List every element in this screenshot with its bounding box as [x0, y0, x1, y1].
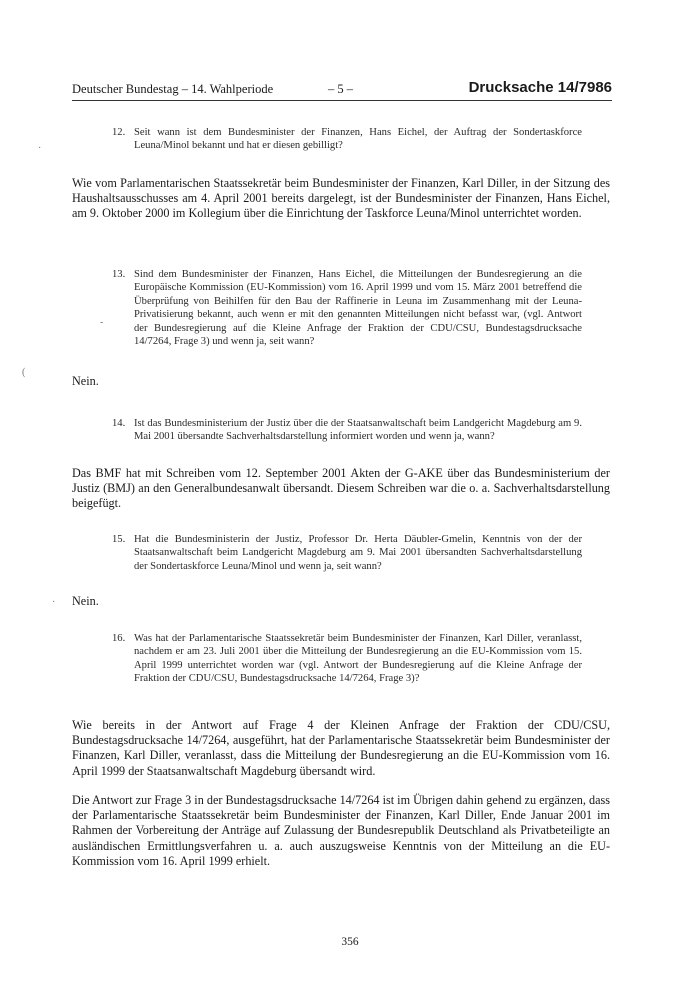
question-text: Sind dem Bundesminister der Finanzen, Hans Eichel, die Mitteilungen der Bundesregierung an die Europäische Kommission (EU-Kommission) vom 16. April 1999 und vom 15. März 2001 betreffend die Überprüfung von Beihilfen für den Bau der Raffinerie in Leuna im Zusammenhang mit der Leuna-Privatisierung bekannt, auch wenn er mit den genannten Mitteilungen nicht befasst war, (vgl. Antwort der Bundesregierung auf die Kleine Anfrage der Fraktion der CDU/CSU, Bundestagsdrucksache 14/7264, Frage 3) und wenn ja, seit wann?: [134, 269, 582, 348]
question-number: 16.: [112, 633, 126, 644]
header-document-number: Drucksache 14/7986: [468, 79, 612, 96]
scan-speck: -: [100, 317, 104, 328]
answer-16-paragraph-2: Die Antwort zur Frage 3 in der Bundestagsdrucksache 14/7264 ist im Übrigen dahin gehend zu ergänzen, dass der Parlamentarische Staatssekretär beim Bundesminister der Finanzen, Karl Diller, Ende Januar 2001 im Rahmen der Vorbereitung der Anträge auf Zulassung der Bundesrepublik Deutschland als Privatbeteiligte an ausländischen Ermittlungsverfahren u. a. auch auszugsweise Kenntnis von der Mitteilung an die EU-Kommission vom 16. April 1999 erhielt.: [72, 793, 610, 868]
question-14: [112, 417, 582, 444]
header-page-indicator: – 5 –: [328, 82, 353, 96]
question-16: [112, 632, 582, 686]
answer-15: Nein.: [72, 594, 99, 608]
question-number: 14.: [112, 418, 126, 429]
question-12: [112, 126, 582, 153]
question-text: Ist das Bundesministerium der Justiz über die der Staatsanwaltschaft beim Landgericht Magdeburg am 9. Mai 2001 übersandte Sachverhaltsdarstellung informiert worden und wenn ja, wann?: [134, 418, 582, 443]
answer-16-paragraph-1: Wie bereits in der Antwort auf Frage 4 der Kleinen Anfrage der Fraktion der CDU/CSU, Bundestagsdrucksache 14/7264, ausgeführt, hat der Parlamentarische Staatssekretär beim Bundesminister der Finanzen, Karl Diller, veranlasst, dass die Mitteilung der Bundesregierung an die EU-Kommission vom 16. April 1999 der Staatsanwaltschaft Magdeburg übersandt wird.: [72, 718, 610, 778]
question-number: 13.: [112, 269, 126, 280]
answer-13: Nein.: [72, 374, 99, 388]
answer-12: Wie vom Parlamentarischen Staatssekretär beim Bundesminister der Finanzen, Karl Diller, in der Sitzung des Haushaltsausschusses am 4. April 2001 bereits dargelegt, ist der Bundesminister der Finanzen, Hans Eichel, am 9. Oktober 2000 im Kollegium über die Einrichtung der Taskforce Leuna/Minol unterrichtet worden.: [72, 176, 610, 221]
question-13: [112, 268, 582, 348]
question-text: Was hat der Parlamentarische Staatssekretär beim Bundesminister der Finanzen, Karl Diller, veranlasst, nachdem er am 23. Juli 2001 über die Mitteilung der Bundesregierung an die EU-Kommission vom 15. April 1999 unterrichtet worden war (vgl. Antwort der Bundesregierung auf die Kleine Anfrage der Fraktion der CDU/CSU, Bundestagsdrucksache 14/7264, Frage 3)?: [134, 633, 582, 685]
scan-speck: ·: [52, 597, 56, 608]
header-rule: [72, 100, 612, 101]
header-publication: Deutscher Bundestag – 14. Wahlperiode: [72, 82, 274, 96]
question-text: Seit wann ist dem Bundesminister der Finanzen, Hans Eichel, der Auftrag der Sondertaskforce Leuna/Minol bekannt und hat er diesen gebilligt?: [134, 127, 582, 152]
question-text: Hat die Bundesministerin der Justiz, Professor Dr. Herta Däubler-Gmelin, Kenntnis von der der Staatsanwaltschaft beim Landgericht Magdeburg am 9. Mai 2001 übersandten Sachverhaltsdarstellung der Sondertaskforce Leuna/Minol und wenn ja, seit wann?: [134, 534, 582, 572]
page-header: [72, 80, 612, 102]
answer-14: Das BMF hat mit Schreiben vom 12. September 2001 Akten der G-AKE über das Bundesministerium der Justiz (BMJ) an den Generalbundesanwalt übersandt. Diesem Schreiben war die o. a. Sachverhaltsdarstellung beigefügt.: [72, 466, 610, 511]
scan-speck: ·: [38, 143, 42, 154]
question-number: 15.: [112, 534, 126, 545]
question-number: 12.: [112, 127, 126, 138]
scan-speck: (: [22, 367, 26, 378]
question-15: [112, 533, 582, 573]
page-number: 356: [341, 936, 359, 948]
